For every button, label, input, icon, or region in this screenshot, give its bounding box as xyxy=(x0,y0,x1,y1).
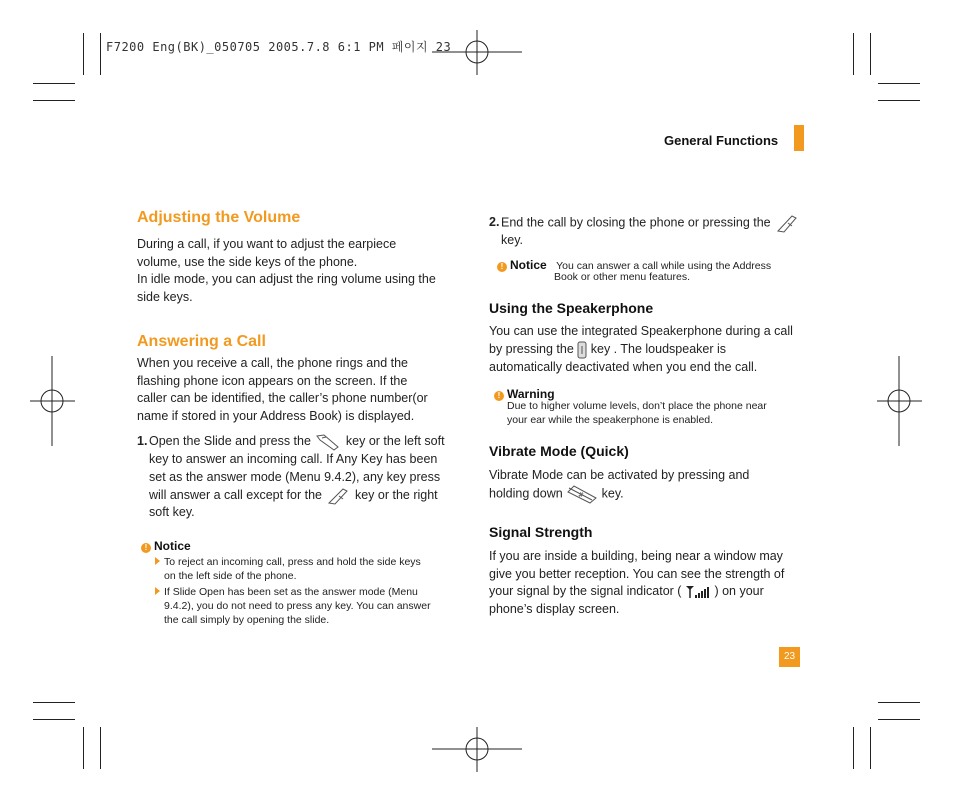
vibrate-key-icon xyxy=(566,484,598,504)
speaker-line-2 xyxy=(489,340,726,359)
step-number-1: 1. xyxy=(137,434,148,448)
step-1-line-5: soft key. xyxy=(149,505,195,519)
step-2-text-a: End the call by closing the phone or pressing the xyxy=(501,215,771,230)
step-1-line-2: key to answer an incoming call. If Any Key has been xyxy=(149,452,438,466)
step-1-text-d: key or the right xyxy=(354,488,438,502)
signal-indicator-icon xyxy=(685,585,711,599)
signal-line-4: phone’s display screen. xyxy=(489,602,620,616)
send-key-icon xyxy=(314,433,342,451)
answer-line-3: caller can be identified, the caller’s phone number(or xyxy=(137,391,428,405)
volume-heading: Adjusting the Volume xyxy=(137,209,301,226)
exclamation-icon: ! xyxy=(494,391,504,401)
volume-line-2: volume, use the side keys of the phone. xyxy=(137,255,358,269)
vibrate-heading: Vibrate Mode (Quick) xyxy=(489,443,629,459)
vibrate-line-2 xyxy=(489,484,624,504)
notice-title: Notice xyxy=(154,539,191,553)
answer-heading: Answering a Call xyxy=(137,333,266,350)
answer-line-2: flashing phone icon appears on the screen. If the xyxy=(137,374,408,388)
signal-text-a: your signal by the signal indicator ( xyxy=(489,584,682,598)
notice-right-line-1: You can answer a call while using the Address xyxy=(556,260,772,272)
step-2-line-2: key. xyxy=(501,233,523,247)
signal-line-2: give you better reception. You can see the strength of xyxy=(489,567,785,581)
answer-line-1: When you receive a call, the phone rings and the xyxy=(137,356,409,370)
speaker-key-icon xyxy=(577,341,587,359)
signal-heading: Signal Strength xyxy=(489,524,593,540)
print-slug: F7200 Eng(BK)_050705 2005.7.8 6:1 PM 페이지 23 xyxy=(106,40,452,54)
step-1-line-4 xyxy=(149,486,438,505)
signal-text-b: ) on your xyxy=(714,584,764,598)
svg-text:#: # xyxy=(578,491,585,499)
warning-line-2: your ear while the speakerphone is enabled. xyxy=(507,414,714,426)
step-2-line-1 xyxy=(501,213,800,233)
notice-left xyxy=(141,537,191,555)
warning-line-1: Due to higher volume levels, don’t place the phone near xyxy=(507,400,767,412)
page-number: 23 xyxy=(779,647,800,667)
exclamation-icon: ! xyxy=(497,262,507,272)
registration-mark-icon xyxy=(432,727,522,772)
exclamation-icon: ! xyxy=(141,543,151,553)
registration-mark-icon xyxy=(30,356,75,446)
speaker-text-b: key . The loudspeaker is xyxy=(590,342,727,356)
end-key-icon xyxy=(325,487,351,505)
step-1-text-c: will answer a call except for the xyxy=(149,488,322,502)
bullet-triangle-icon xyxy=(155,557,160,565)
vibrate-text-b: key. xyxy=(601,486,624,501)
notice-bullet-2-line-1: If Slide Open has been set as the answer mode (Menu xyxy=(164,586,418,598)
speaker-line-1: You can use the integrated Speakerphone during a call xyxy=(489,324,793,338)
registration-mark-icon xyxy=(877,356,922,446)
step-1-text-b: key or the left soft xyxy=(345,434,445,448)
speaker-heading: Using the Speakerphone xyxy=(489,300,654,316)
signal-line-1: If you are inside a building, being near a window may xyxy=(489,549,783,563)
signal-line-3 xyxy=(489,582,764,600)
notice-bullet-2-line-2: 9.4.2), you do not need to press any key. You can answer xyxy=(164,600,431,612)
speaker-text-a: by pressing the xyxy=(489,342,574,356)
section-tab xyxy=(794,125,804,151)
notice-bullet-1-line-1: To reject an incoming call, press and hold the side keys xyxy=(164,556,421,568)
notice-bullet-2 xyxy=(155,585,418,599)
notice-bullet-2-line-3: the call simply by opening the slide. xyxy=(164,614,330,626)
notice-bullet-1-line-2: on the left side of the phone. xyxy=(164,570,297,582)
vibrate-line-1: Vibrate Mode can be activated by pressing and xyxy=(489,468,750,482)
vibrate-text-a: holding down xyxy=(489,486,563,501)
step-1-text-a: Open the Slide and press the xyxy=(149,434,311,448)
volume-line-4: side keys. xyxy=(137,290,193,304)
step-1-line-1 xyxy=(149,432,445,451)
warning-title: Warning xyxy=(507,387,555,401)
speaker-line-3: automatically deactivated when you end the call. xyxy=(489,360,758,374)
running-head: General Functions xyxy=(664,133,779,148)
notice-bullet-1 xyxy=(155,555,421,569)
volume-line-1: During a call, if you want to adjust the earpiece xyxy=(137,237,397,251)
step-1-line-3: set as the answer mode (Menu 9.4.2), any key press xyxy=(149,470,441,484)
answer-line-4: name if stored in your Address Book) is displayed. xyxy=(137,409,415,423)
bullet-triangle-icon xyxy=(155,587,160,595)
volume-line-3: In idle mode, you can adjust the ring volume using the xyxy=(137,272,436,286)
notice-right-title: Notice xyxy=(510,258,547,272)
notice-right-line-2: Book or other menu features. xyxy=(554,271,690,283)
step-number-2: 2. xyxy=(489,215,500,229)
end-key-icon xyxy=(774,213,800,233)
